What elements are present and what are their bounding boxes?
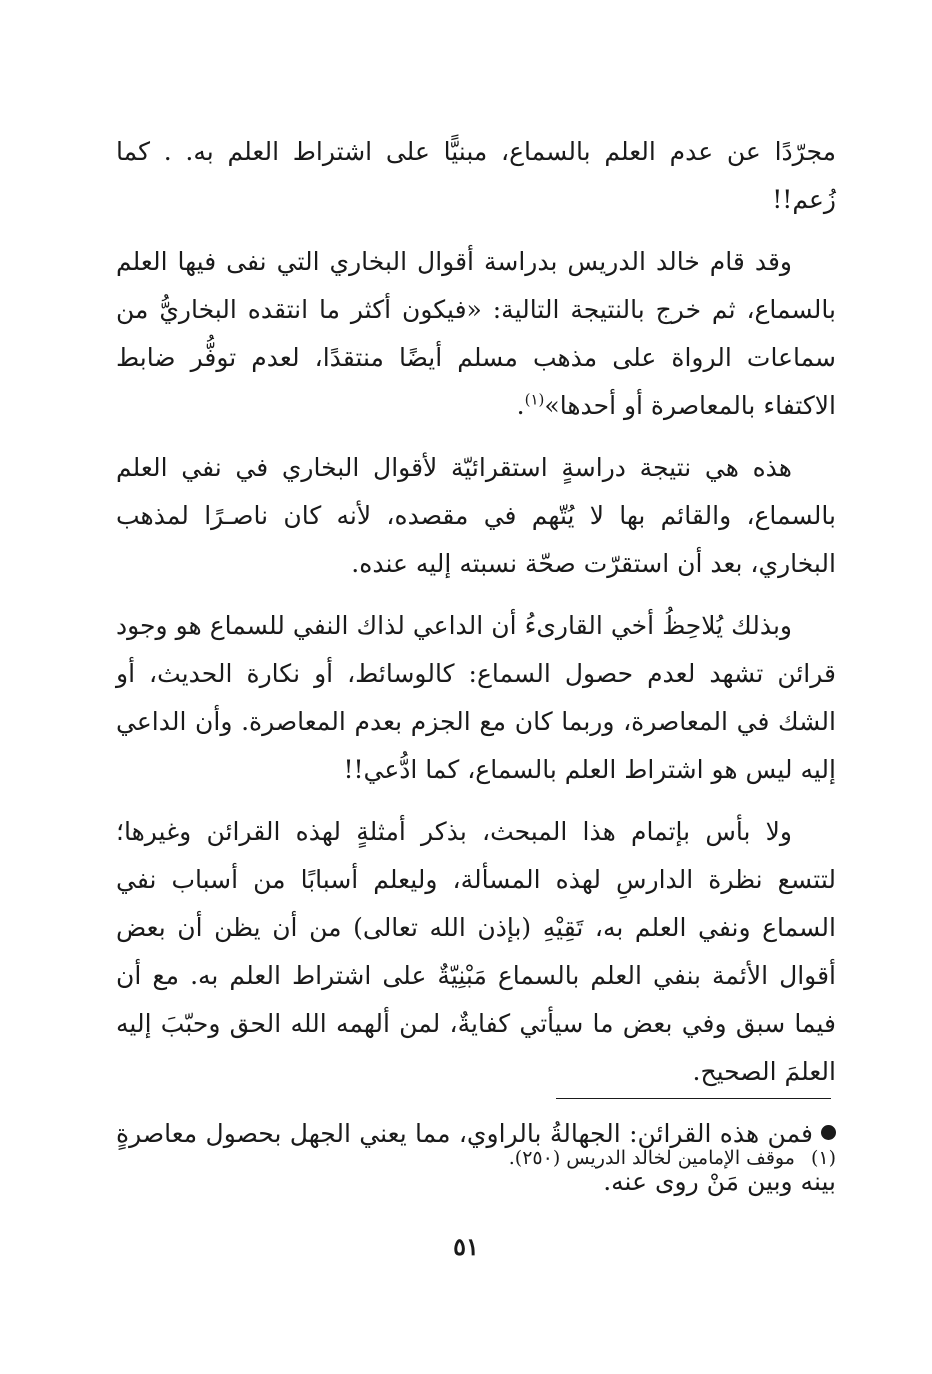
- page-number: ٥١: [453, 1232, 479, 1261]
- footnote: [509, 1144, 836, 1172]
- footnote-number: (١): [810, 1147, 836, 1169]
- paragraph-5: ولا بأس بإتمام هذا المبحث، بذكر أمثلةٍ لهذه القرائن وغيرها؛ لتتسع نظرة الدارسِ لهذه المسألة، وليعلم أسبابًا من أسباب نفي السماع ونفي العلم به، تَقِيْهِ (بإذن الله تعالى) من أن يظن أن بعض أقوال الأئمة بنفي العلم بالسماع مَبْنِيّةٌ على اشتراط العلم به. مع أن فيما سبق وفي بعض ما سيأتي كفايةٌ، لمن ألهمه الله الحق وحبّبَ إليه العلمَ الصحيح.: [116, 817, 836, 1086]
- paragraph-2-end: .: [516, 391, 525, 420]
- bullet-dot-icon: [821, 1125, 836, 1140]
- page-body: [116, 128, 836, 1220]
- paragraph-2: [116, 238, 836, 430]
- footnote-reference-marker: (١): [524, 390, 545, 409]
- footnote-text: موقف الإمامين لخالد الدريس (٢٥٠).: [508, 1147, 795, 1169]
- paragraph-4: وبذلك يُلاحِظُ أخي القارىءُ أن الداعي لذاك النفي للسماع هو وجود قرائن تشهد لعدم حصول السماع: كالوسائط، أو نكارة الحديث، أو الشك في المعاصرة، وربما كان مع الجزم بعدم المعاصرة. وأن الداعي إليه ليس هو اشتراط العلم بالسماع، كما ادُّعي!!: [116, 611, 837, 784]
- paragraph-2-text: وقد قام خالد الدريس بدراسة أقوال البخاري التي نفى فيها العلم بالسماع، ثم خرج بالنتيجة التالية: «فيكون أكثر ما انتقده البخاريُّ من سماعات الرواة على مذهب مسلم أيضًا منتقدًا، لعدم توفُّر ضابط الاكتفاء بالمعاصرة أو أحدها»: [116, 247, 836, 420]
- paragraph-1: مجرّدًا عن عدم العلم بالسماع، مبنيًّا على اشتراط العلم به. . كما زُعم!!: [116, 137, 836, 214]
- paragraph-6-text: فمن هذه القرائن: الجهالةُ بالراوي، مما يعني الجهل بحصول معاصرةٍ بينه وبين مَنْ روى عنه.: [116, 1119, 836, 1196]
- footnote-separator: [556, 1098, 831, 1099]
- paragraph-3: هذه هي نتيجة دراسةٍ استقرائيّة لأقوال البخاري في نفي العلم بالسماع، والقائم بها لا يُتّهم في مقصده، لأنه كان ناصـرًا لمذهب البخاري، بعد أن استقرّت صحّة نسبته إليه عنده.: [116, 453, 836, 578]
